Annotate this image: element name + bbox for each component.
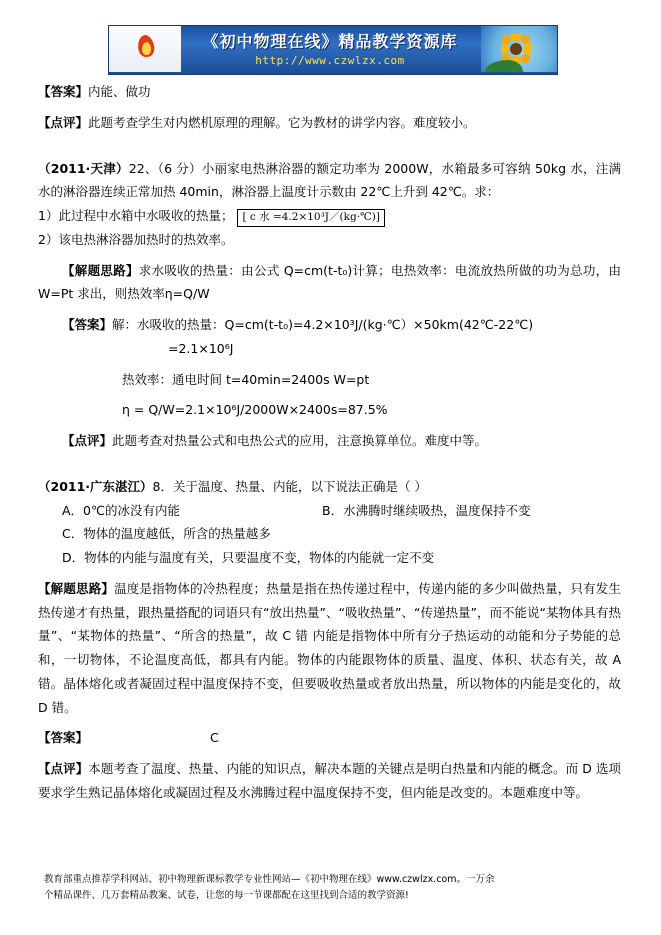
analysis-label: 【解题思路】 bbox=[38, 580, 115, 596]
comment-line bbox=[0, 757, 661, 805]
answer-formula-2: =2.1×10⁶J bbox=[168, 340, 234, 356]
block-question-zhanjiang bbox=[0, 475, 661, 805]
question-stem-text: 22、（6 分）小丽家电热淋浴器的额定功率为 2000W，水箱最多可容纳 50kg 水，注满水的淋浴器连续正常加热 40min，淋浴器上温度计示数由 22℃上升到 42℃。求： bbox=[38, 160, 621, 200]
answer-formula-4: η = Q/W=2.1×10⁶J/2000W×2400s=87.5% bbox=[122, 402, 388, 418]
analysis-text: 求水吸收的热量：由公式 Q=cm(t-t₀)计算；电热效率：电流放热所做的功为总功，由 W=Pt 求出，则热效率η=Q/W bbox=[38, 262, 621, 302]
option-b[interactable]: B．水沸腾时继续吸热，温度保持不变 bbox=[322, 502, 531, 518]
comment-label: 【点评】 bbox=[38, 114, 89, 130]
answer-text: 解：水吸收的热量：Q=cm(t-t₀)=4.2×10³J/(kg·℃）×50km(42℃-22℃) bbox=[112, 317, 534, 332]
comment-line bbox=[0, 111, 661, 135]
formula-constant: [ c 水 =4.2×10³J／(kg·℃)] bbox=[237, 209, 385, 227]
answer-label: 【答案】 bbox=[62, 317, 113, 332]
answer-line bbox=[0, 313, 661, 337]
answer-formula-3: 热效率：通电时间 t=40min=2400s W=pt bbox=[122, 371, 370, 387]
block-answer-1 bbox=[0, 80, 661, 135]
sunflower-core bbox=[510, 43, 522, 55]
block-question-tianjin bbox=[0, 157, 661, 453]
footer-line-2: 个精品课件、几万套精品教案、试卷，让您的每一节课都配在这里找到合适的教学资源! bbox=[44, 890, 409, 902]
comment-line bbox=[0, 429, 661, 453]
question-part-1 bbox=[0, 204, 661, 228]
question-part-1-text: 1）此过程中水箱中水吸收的热量； bbox=[38, 208, 234, 223]
document-content bbox=[0, 80, 661, 805]
analysis-line bbox=[0, 259, 661, 307]
answer-line bbox=[0, 726, 661, 750]
analysis-line bbox=[0, 577, 661, 720]
analysis-label: 【解题思路】 bbox=[62, 262, 139, 278]
page-footer bbox=[0, 872, 661, 904]
comment-text: 此题考查对热量公式和电热公式的应用，注意换算单位。难度中等。 bbox=[112, 433, 488, 448]
analysis-text: 温度是指物体的冷热程度；热量是指在热传递过程中，传递内能的多少叫做热量，只有发生热传递才有热量，跟热量搭配的词语只有“放出热量”、“吸收热量”、“传递热量”，而不能说“某物体具有热量”、“某物体的热量”、“所含的热量”，故 C 错 内能是指物体中所有分子热运动的动能和分子势能的总和，一切物体，不论温度高低，都具有内能。物体的内能跟物体的质量、温度、体积、状态有关，故 A 错。晶体熔化或者凝固过程中温度保持不变，但要吸收热量或者放出热量，所以物体的内能是变化的，故 D 错。 bbox=[38, 580, 621, 715]
question-source: （2011·天津） bbox=[38, 160, 129, 176]
option-a[interactable]: A．0℃的冰没有内能 bbox=[62, 502, 181, 518]
question-stem bbox=[0, 157, 661, 205]
comment-text: 本题考查了温度、热量、内能的知识点，解决本题的关键点是明白热量和内能的概念。而 D 选项要求学生熟记晶体熔化或凝固过程及水沸腾过程中温度保持不变，但内能是改变的。本题难度中等。 bbox=[38, 761, 621, 800]
comment-label: 【点评】 bbox=[38, 761, 89, 776]
flame-logo-icon bbox=[133, 35, 159, 63]
answer-text: C bbox=[210, 730, 219, 746]
comment-label: 【点评】 bbox=[62, 433, 113, 448]
question-part-2: 2）该电热淋浴器加热时的热效率。 bbox=[38, 231, 234, 247]
leaf-icon bbox=[485, 60, 523, 72]
question-stem-text: 8．关于温度、热量、内能，以下说法正确是（ ） bbox=[152, 478, 427, 494]
answer-text: 内能、做功 bbox=[88, 84, 151, 99]
option-d[interactable]: D．物体的内能与温度有关，只要温度不变，物体的内能就一定不变 bbox=[62, 550, 435, 565]
answer-line bbox=[0, 80, 661, 104]
banner-url: http://www.czwlzx.com bbox=[255, 54, 405, 67]
comment-text: 此题考查学生对内燃机原理的理解。它为教材的讲学内容。难度较小。 bbox=[88, 114, 476, 130]
question-stem bbox=[0, 475, 661, 499]
banner-logo-area bbox=[109, 26, 181, 72]
answer-label: 【答案】 bbox=[38, 730, 89, 746]
question-source: （2011·广东湛江） bbox=[38, 478, 153, 494]
option-row-2 bbox=[0, 522, 661, 546]
option-c[interactable]: C．物体的温度越低，所含的热量越多 bbox=[62, 526, 271, 542]
footer-line-1: 教育部重点推荐学科网站、初中物理新课标教学专业性网站—《初中物理在线》www.czwlzx.com。一万余 bbox=[44, 874, 495, 885]
option-row-3 bbox=[0, 546, 661, 570]
banner-title: 《初中物理在线》精品教学资源库 bbox=[202, 32, 458, 51]
answer-label: 【答案】 bbox=[38, 84, 89, 99]
banner-decoration bbox=[481, 26, 557, 72]
site-banner bbox=[108, 25, 558, 75]
option-row-1 bbox=[0, 499, 661, 523]
